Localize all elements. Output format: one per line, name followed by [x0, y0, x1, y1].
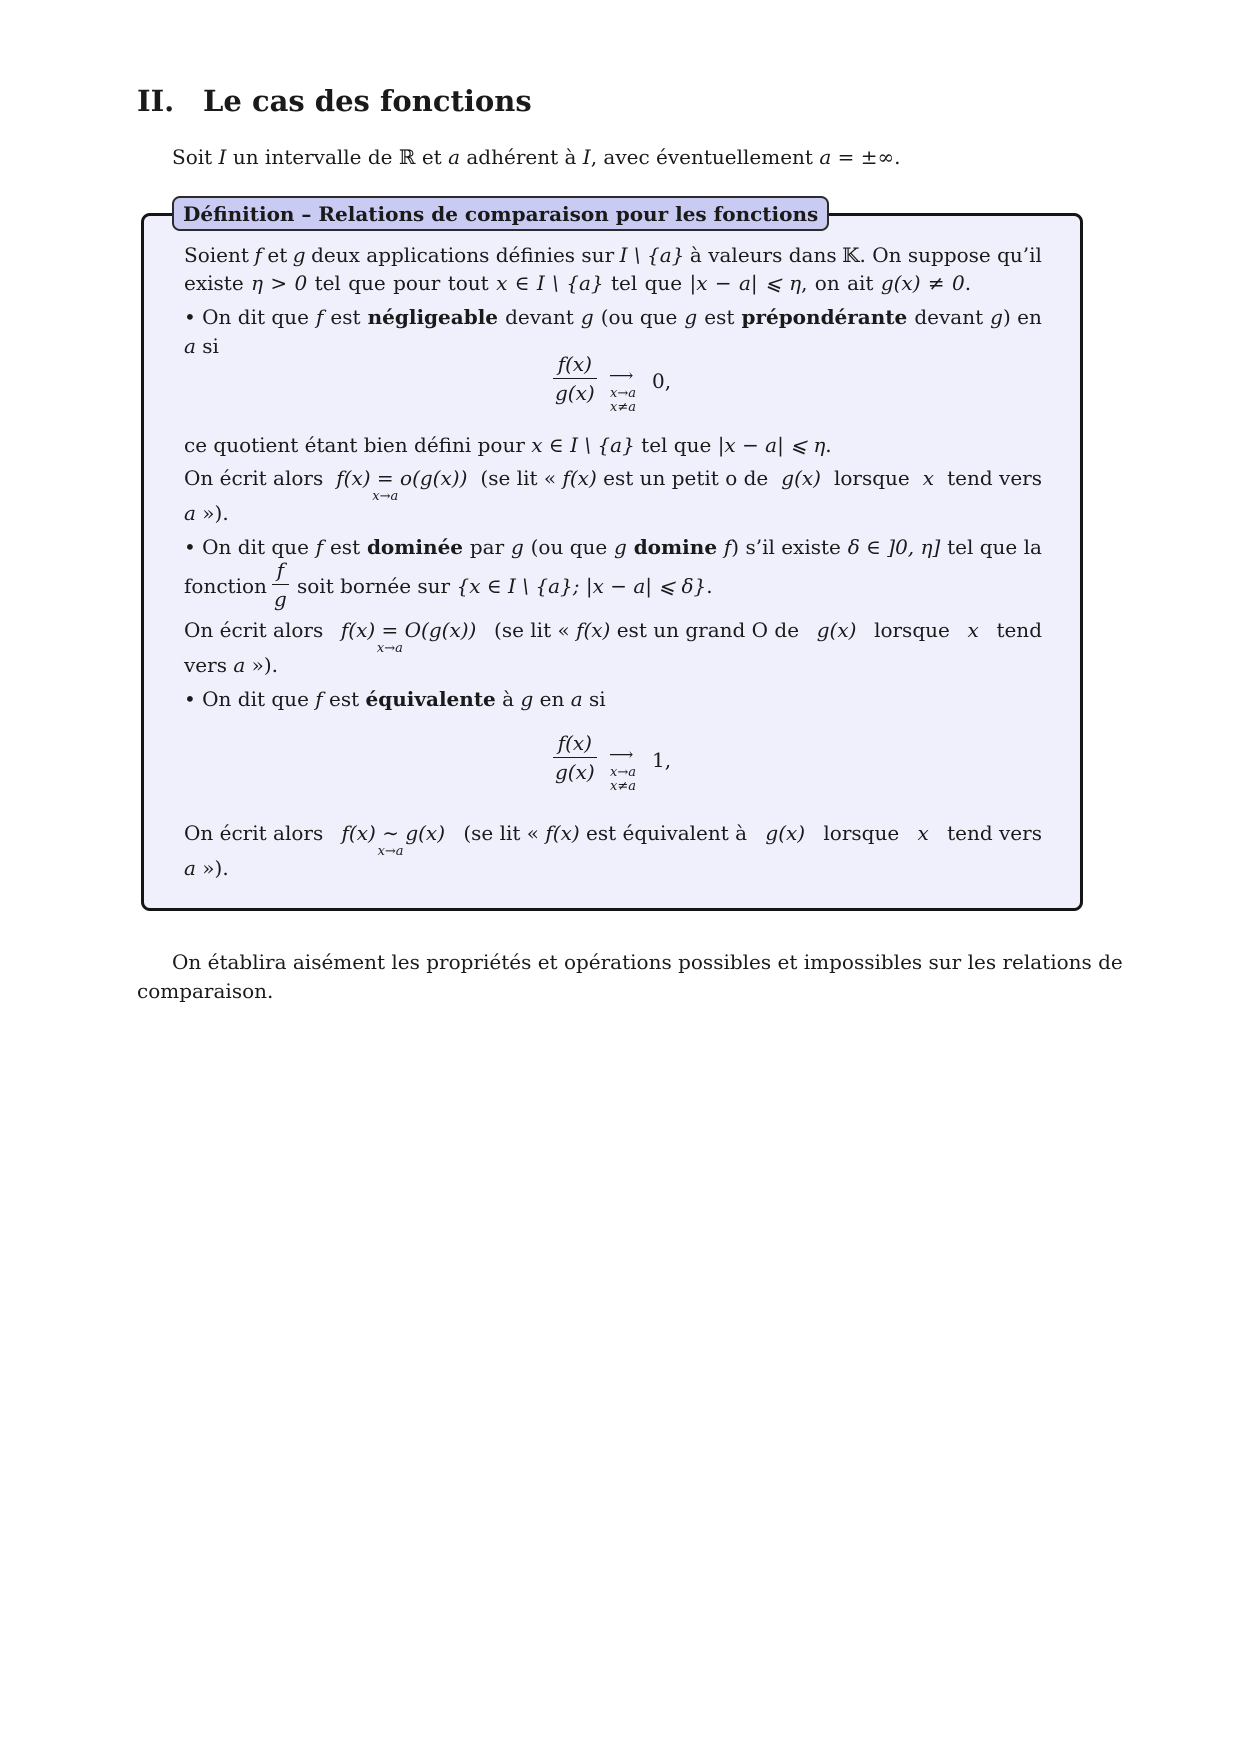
definition-line: On écrit alors f(x) = x→a O(g(x)) (se lit « f(x) est un grand O de g(x) lorsque x tend — [184, 618, 1042, 656]
fraction-f-over-g-inline: $\frac{f}{g}$ — [274, 558, 287, 611]
intro-paragraph: Soit I un intervalle de ℝ et a adhérent à I, avec éventuellement a = ±∞. — [172, 145, 901, 169]
definition-line: On écrit alors f(x) ∼ x→a g(x) (se lit « f(x) est équivalent à g(x) lorsque x tend vers — [184, 821, 1042, 859]
definition-line: Soient f et g deux applications définies sur I \ {a} à valeurs dans 𝕂. On suppose qu’il — [184, 243, 1042, 267]
equivalent-as-x-to-a: ∼ x→a — [377, 821, 404, 859]
section-number: II. — [137, 84, 175, 118]
limit-subscript: x→a — [610, 765, 636, 780]
definition-line: vers a »). — [184, 653, 279, 677]
definition-title: Définition – Relations de comparaison pour les fonctions — [172, 196, 829, 231]
definition-line: • On dit que f est équivalente à g en a si — [184, 687, 606, 711]
closing-paragraph: On établira aisément les propriétés et opérations possibles et impossibles sur les relations de comparaison. — [137, 950, 1123, 1003]
fraction-f-over-g: $\frac{f(x)}{g(x)}$ — [555, 352, 595, 405]
definition-line: fonction — [184, 574, 267, 598]
section-title: Le cas des fonctions — [203, 84, 532, 118]
limit-arrow: ⟶ — [609, 366, 634, 386]
definition-line: a »). — [184, 501, 229, 525]
definition-line: ce quotient étant bien défini pour x ∈ I \ {a} tel que |x − a| ⩽ η. — [184, 433, 832, 457]
definition-line: existe η > 0 tel que pour tout x ∈ I \ {a} tel que |x − a| ⩽ η, on ait g(x) ≠ 0. — [184, 271, 972, 295]
limit-value: 0, — [652, 369, 672, 393]
definition-line: soit bornée sur {x ∈ I \ {a}; |x − a| ⩽ δ}. — [297, 574, 713, 598]
definition-line: • On dit que f est négligeable devant g (ou que g est prépondérante devant g) en — [184, 305, 1042, 329]
definition-line: a »). — [184, 856, 229, 880]
limit-arrow: ⟶ — [609, 745, 634, 765]
section-heading — [137, 84, 532, 118]
equals-as-x-to-a: = x→a — [372, 466, 399, 504]
definition-line: • On dit que f est dominée par g (ou que g domine f) s’il existe δ ∈ ]0, η] tel que la — [184, 535, 1042, 559]
fraction-f-over-g: $\frac{f(x)}{g(x)}$ — [555, 731, 595, 784]
equals-as-x-to-a: = x→a — [376, 618, 403, 656]
definition-line: a si — [184, 334, 219, 358]
definition-line: On écrit alors f(x) = x→a o(g(x)) (se lit « f(x) est un petit o de g(x) lorsque x tend vers — [184, 466, 1042, 504]
limit-value: 1, — [652, 748, 672, 772]
limit-subscript: x≠a — [610, 400, 636, 415]
limit-subscript: x→a — [610, 386, 636, 401]
limit-subscript: x≠a — [610, 779, 636, 794]
